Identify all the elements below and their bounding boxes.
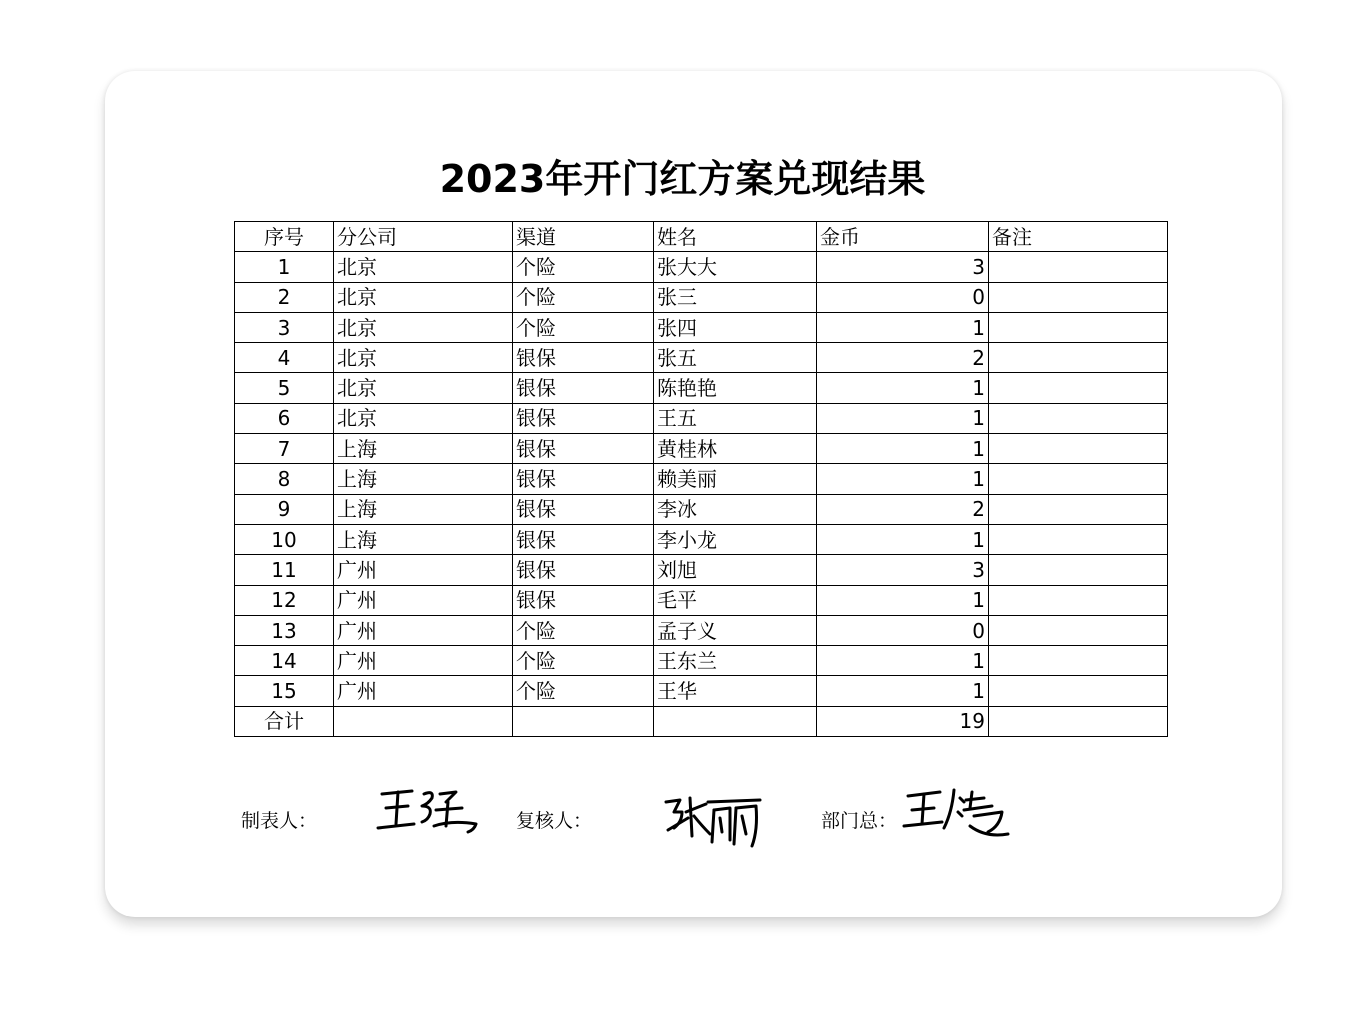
cell-channel: 个险 xyxy=(513,646,654,676)
cell-remarks xyxy=(989,373,1168,403)
reviewer-label: 复核人： xyxy=(516,810,593,832)
header-branch: 分公司 xyxy=(334,222,513,252)
cell-channel: 银保 xyxy=(513,464,654,494)
cell-name: 王华 xyxy=(654,676,817,706)
cell-channel: 银保 xyxy=(513,494,654,524)
cell-coins: 1 xyxy=(817,312,989,342)
cell-coins: 3 xyxy=(817,555,989,585)
table-row xyxy=(235,615,1168,645)
table-row xyxy=(235,252,1168,282)
cell-channel: 银保 xyxy=(513,343,654,373)
cell-coins: 1 xyxy=(817,464,989,494)
cell-coins: 0 xyxy=(817,282,989,312)
cell-name: 刘旭 xyxy=(654,555,817,585)
cell-index: 14 xyxy=(235,646,334,676)
cell-name: 李冰 xyxy=(654,494,817,524)
cell-index: 12 xyxy=(235,585,334,615)
table-row xyxy=(235,373,1168,403)
cell-coins: 2 xyxy=(817,343,989,373)
cell-remarks xyxy=(989,282,1168,312)
cell-name: 王东兰 xyxy=(654,646,817,676)
document-title: 2023年开门红方案兑现结果 xyxy=(439,157,926,201)
cell-channel: 银保 xyxy=(513,373,654,403)
cell-name: 毛平 xyxy=(654,585,817,615)
cell-name: 赖美丽 xyxy=(654,464,817,494)
cell-remarks xyxy=(989,676,1168,706)
total-row xyxy=(235,706,1168,736)
cell-channel: 个险 xyxy=(513,282,654,312)
table-row xyxy=(235,555,1168,585)
cell-branch: 北京 xyxy=(334,252,513,282)
cell-remarks xyxy=(989,252,1168,282)
cell-branch: 上海 xyxy=(334,434,513,464)
cell-name: 李小龙 xyxy=(654,524,817,554)
table-row xyxy=(235,585,1168,615)
cell-channel: 个险 xyxy=(513,615,654,645)
cell-remarks xyxy=(989,494,1168,524)
cell-index: 11 xyxy=(235,555,334,585)
table-header-row xyxy=(235,222,1168,252)
cell-remarks xyxy=(989,434,1168,464)
cell-name: 张五 xyxy=(654,343,817,373)
cell-channel: 银保 xyxy=(513,585,654,615)
cell-branch: 北京 xyxy=(334,403,513,433)
total-name-empty xyxy=(654,706,817,736)
total-channel-empty xyxy=(513,706,654,736)
cell-coins: 1 xyxy=(817,373,989,403)
header-remarks: 备注 xyxy=(989,222,1168,252)
reviewer-signature xyxy=(660,790,770,854)
table-row xyxy=(235,464,1168,494)
cell-branch: 上海 xyxy=(334,494,513,524)
cell-remarks xyxy=(989,585,1168,615)
cell-branch: 上海 xyxy=(334,524,513,554)
cell-branch: 上海 xyxy=(334,464,513,494)
cell-channel: 银保 xyxy=(513,403,654,433)
cell-remarks xyxy=(989,464,1168,494)
cell-coins: 1 xyxy=(817,676,989,706)
cell-branch: 广州 xyxy=(334,646,513,676)
cell-index: 3 xyxy=(235,312,334,342)
table-row xyxy=(235,524,1168,554)
cell-index: 7 xyxy=(235,434,334,464)
cell-index: 9 xyxy=(235,494,334,524)
cell-channel: 个险 xyxy=(513,312,654,342)
cell-remarks xyxy=(989,615,1168,645)
cell-remarks xyxy=(989,646,1168,676)
cell-remarks xyxy=(989,524,1168,554)
cell-coins: 1 xyxy=(817,403,989,433)
table-row xyxy=(235,403,1168,433)
total-label: 合计 xyxy=(235,706,334,736)
cell-channel: 银保 xyxy=(513,434,654,464)
cell-name: 张四 xyxy=(654,312,817,342)
cell-coins: 1 xyxy=(817,585,989,615)
cell-remarks xyxy=(989,343,1168,373)
cell-index: 15 xyxy=(235,676,334,706)
cell-index: 13 xyxy=(235,615,334,645)
cell-name: 张三 xyxy=(654,282,817,312)
cell-channel: 个险 xyxy=(513,676,654,706)
cell-channel: 个险 xyxy=(513,252,654,282)
cell-remarks xyxy=(989,555,1168,585)
cell-index: 6 xyxy=(235,403,334,433)
cell-branch: 广州 xyxy=(334,615,513,645)
cell-channel: 银保 xyxy=(513,524,654,554)
cell-name: 王五 xyxy=(654,403,817,433)
cell-remarks xyxy=(989,403,1168,433)
cell-name: 张大大 xyxy=(654,252,817,282)
table-row xyxy=(235,282,1168,312)
cell-index: 1 xyxy=(235,252,334,282)
cell-index: 10 xyxy=(235,524,334,554)
total-branch-empty xyxy=(334,706,513,736)
cell-branch: 广州 xyxy=(334,585,513,615)
cell-coins: 2 xyxy=(817,494,989,524)
department-head-signature xyxy=(900,782,1012,844)
table-row xyxy=(235,312,1168,342)
cell-branch: 广州 xyxy=(334,555,513,585)
header-channel: 渠道 xyxy=(513,222,654,252)
table-row xyxy=(235,494,1168,524)
results-table xyxy=(234,221,1168,737)
total-coins: 19 xyxy=(817,706,989,736)
table-row xyxy=(235,676,1168,706)
cell-remarks xyxy=(989,312,1168,342)
cell-branch: 北京 xyxy=(334,282,513,312)
cell-name: 孟子义 xyxy=(654,615,817,645)
table-row xyxy=(235,343,1168,373)
cell-index: 8 xyxy=(235,464,334,494)
cell-index: 2 xyxy=(235,282,334,312)
header-coins: 金币 xyxy=(817,222,989,252)
preparer-signature xyxy=(372,780,484,840)
cell-branch: 广州 xyxy=(334,676,513,706)
cell-index: 5 xyxy=(235,373,334,403)
table-row xyxy=(235,646,1168,676)
cell-name: 陈艳艳 xyxy=(654,373,817,403)
cell-branch: 北京 xyxy=(334,312,513,342)
cell-name: 黄桂林 xyxy=(654,434,817,464)
cell-coins: 1 xyxy=(817,524,989,554)
cell-channel: 银保 xyxy=(513,555,654,585)
cell-index: 4 xyxy=(235,343,334,373)
cell-coins: 1 xyxy=(817,646,989,676)
cell-coins: 1 xyxy=(817,434,989,464)
preparer-label: 制表人： xyxy=(241,810,318,832)
cell-coins: 0 xyxy=(817,615,989,645)
header-name: 姓名 xyxy=(654,222,817,252)
cell-branch: 北京 xyxy=(334,373,513,403)
total-remarks-empty xyxy=(989,706,1168,736)
cell-coins: 3 xyxy=(817,252,989,282)
cell-branch: 北京 xyxy=(334,343,513,373)
department-head-label: 部门总： xyxy=(821,810,898,832)
header-index: 序号 xyxy=(235,222,334,252)
table-row xyxy=(235,434,1168,464)
